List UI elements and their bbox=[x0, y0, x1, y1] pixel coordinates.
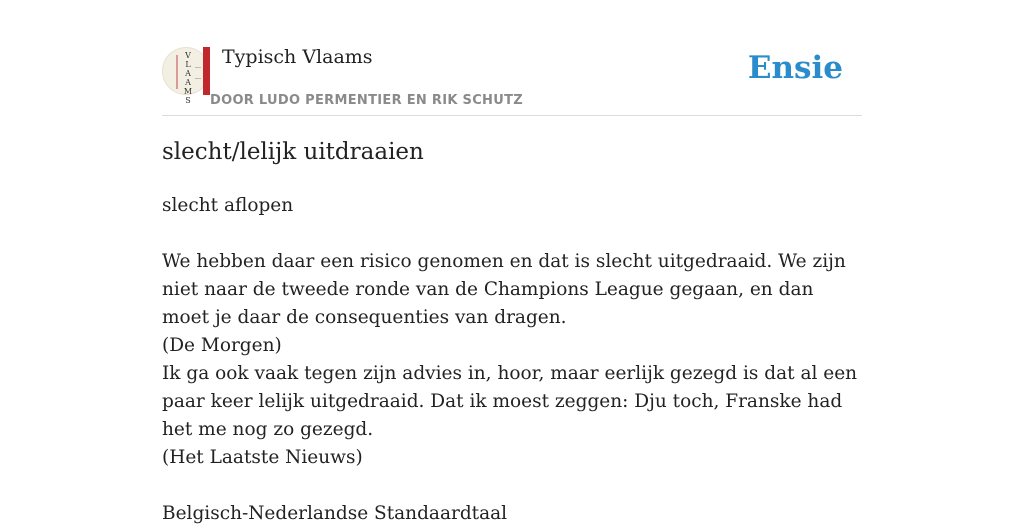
example-source: (Het Laatste Nieuws) bbox=[162, 447, 363, 468]
cover-decoration bbox=[203, 47, 210, 95]
book-title[interactable]: Typisch Vlaams bbox=[222, 46, 373, 68]
page-header bbox=[162, 44, 862, 116]
spacer bbox=[162, 220, 862, 248]
ensie-logo-link[interactable]: Ensie bbox=[747, 50, 843, 86]
entry-category: Belgisch-Nederlandse Standaardtaal bbox=[162, 503, 508, 524]
cover-decoration bbox=[176, 55, 178, 89]
example-quote: Ik ga ook vaak tegen zijn advies in, hoor, maar eerlijk gezegd is dat al een paar keer lelijk uitgedraaid. Dat ik moest zeggen: Dju toch, Franske had het me nog zo gezegd. bbox=[162, 363, 858, 440]
spacer bbox=[162, 472, 862, 500]
book-cover-avatar[interactable] bbox=[162, 47, 210, 105]
book-authors: DOOR LUDO PERMENTIER EN RIK SCHUTZ bbox=[210, 93, 523, 108]
entry-definition: slecht aflopen bbox=[162, 195, 294, 216]
cover-letters: V L A A M S bbox=[183, 51, 193, 105]
example-quote: We hebben daar een risico genomen en dat is slecht uitgedraaid. We zijn niet naar de tweede ronde van de Champions League gegaan, en dan moet je daar de consequenties van dragen. bbox=[162, 251, 846, 328]
entry-content bbox=[162, 192, 862, 528]
cover-decoration bbox=[195, 67, 201, 79]
entry-title: slecht/lelijk uitdraaien bbox=[162, 139, 424, 165]
example-source: (De Morgen) bbox=[162, 335, 282, 356]
